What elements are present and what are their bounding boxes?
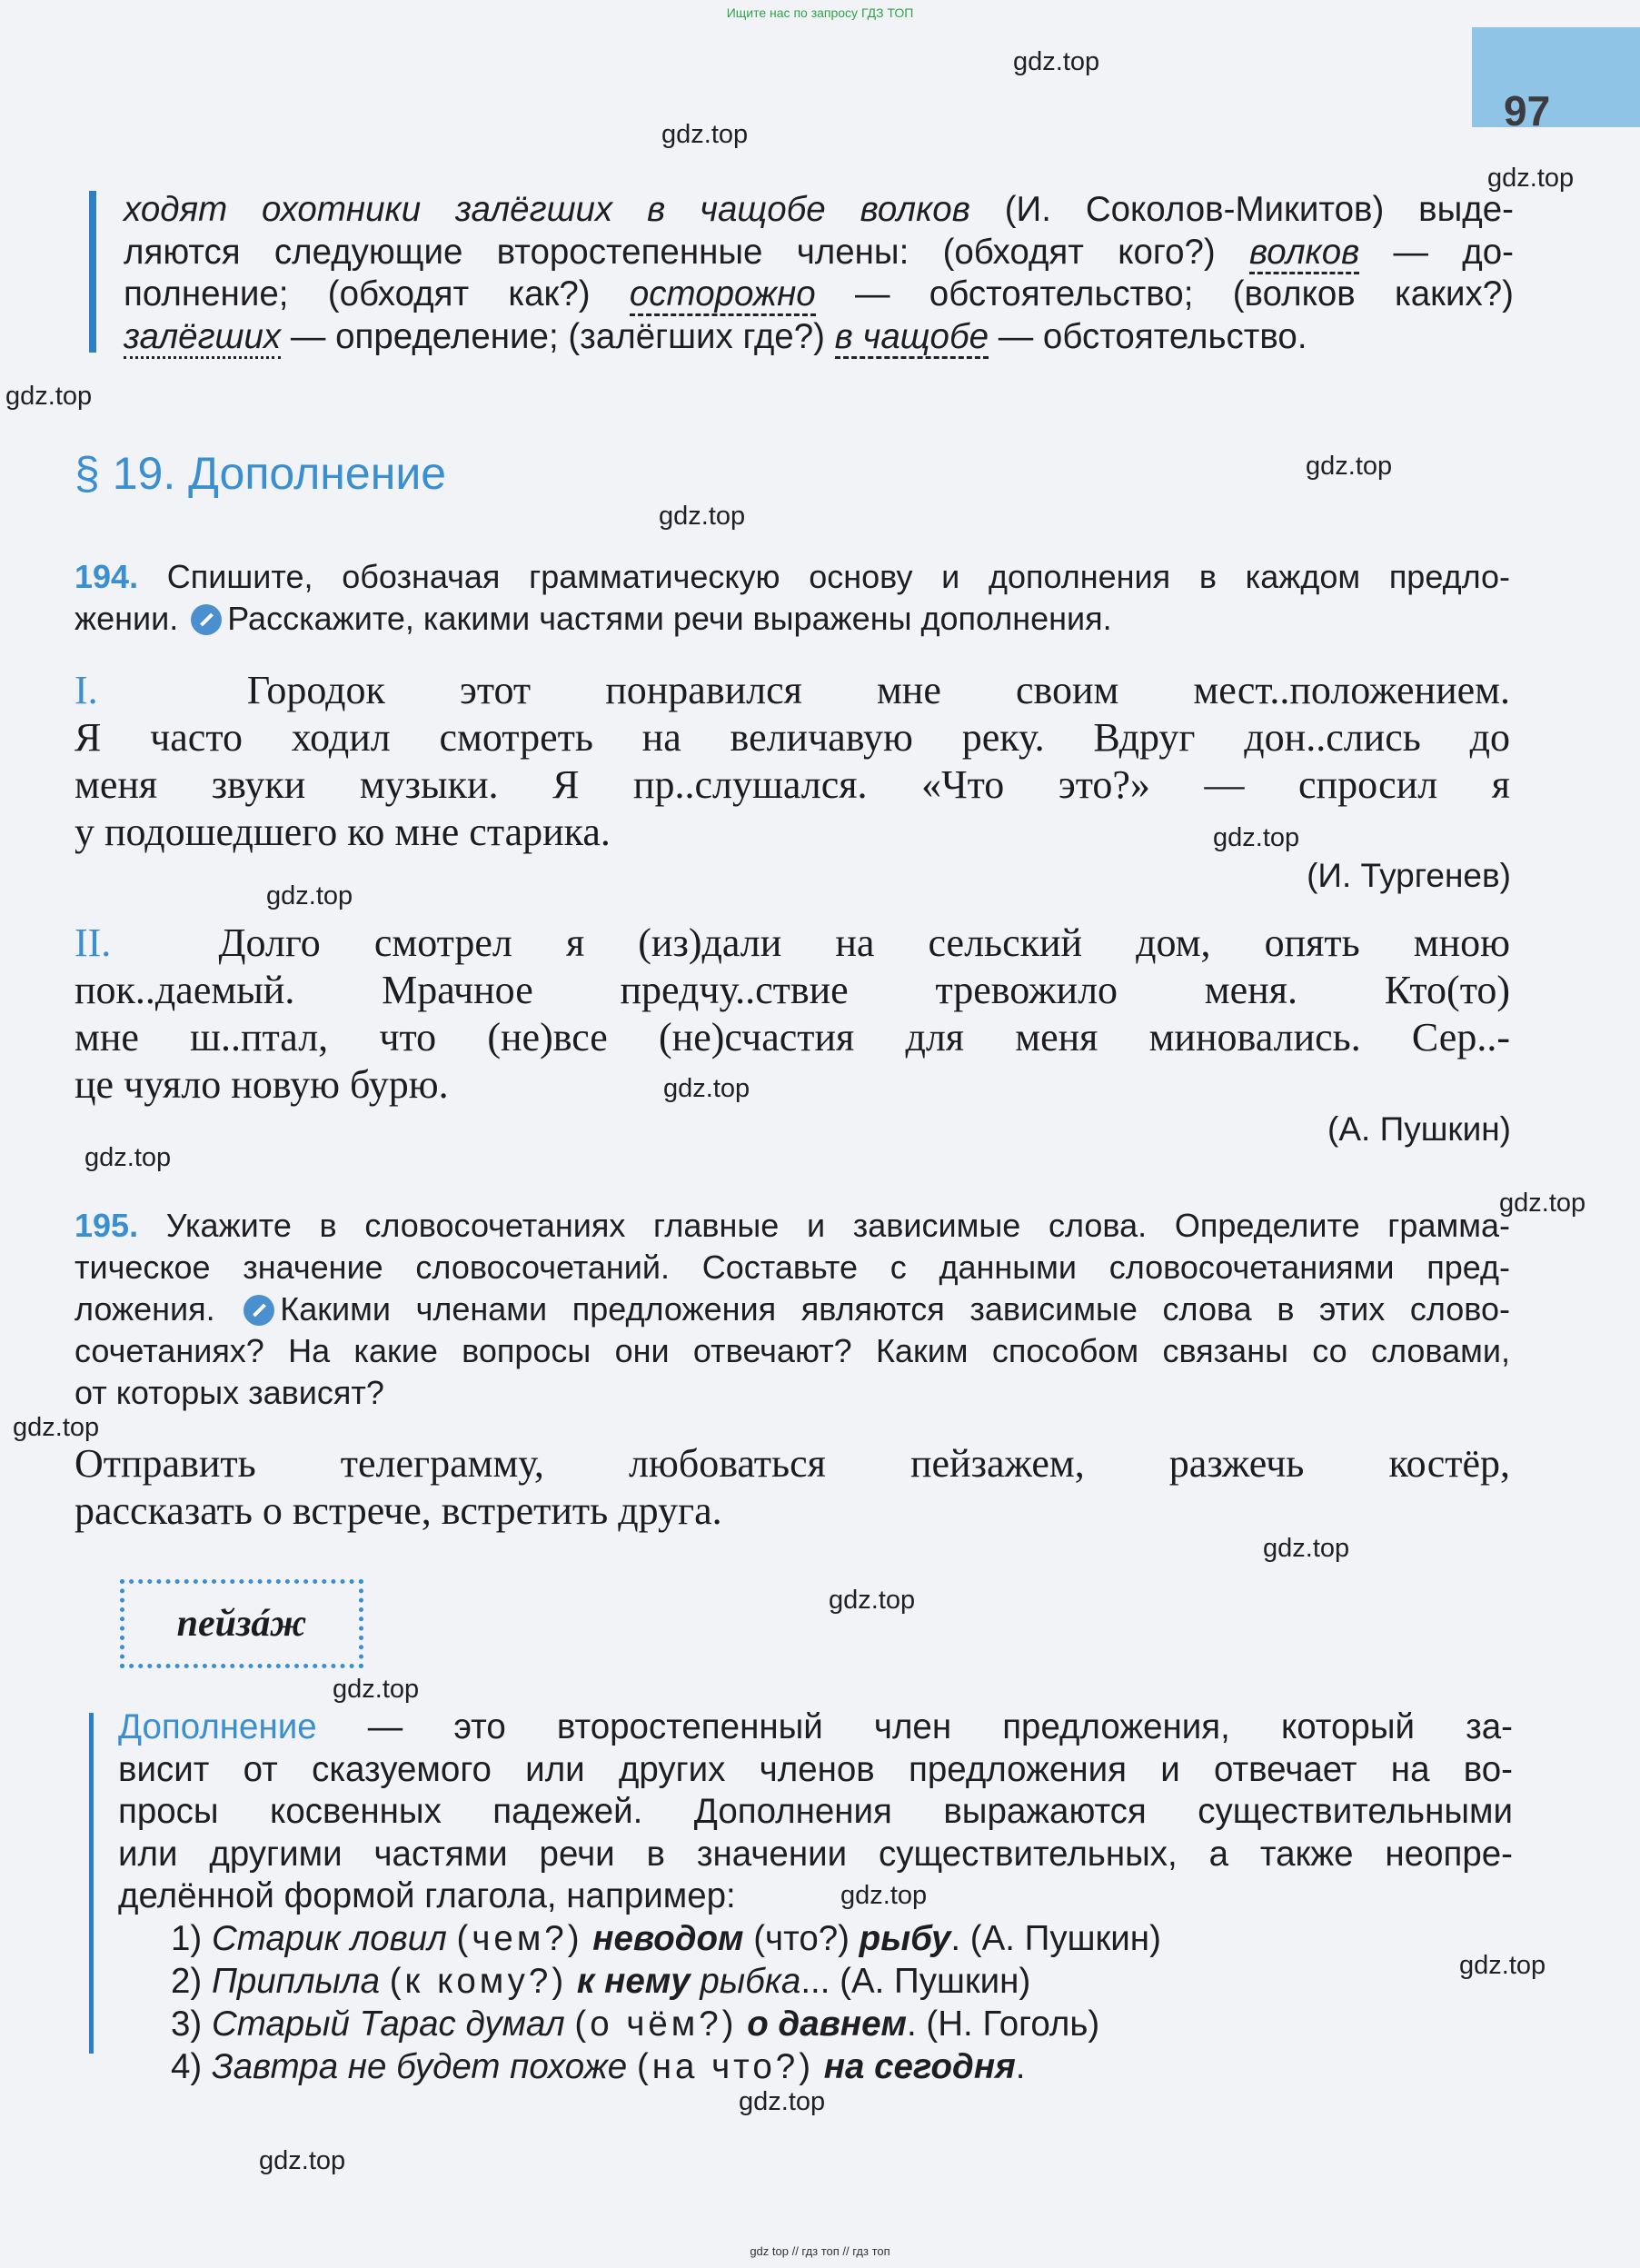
vocabulary-word: пейзáж <box>176 1603 307 1645</box>
example-source: . <box>1015 2047 1026 2086</box>
example-question: (к кому?) <box>389 1962 568 2001</box>
rule-text: — это второстепенный член предложения, который за- <box>316 1707 1513 1746</box>
roman-numeral: I. <box>75 668 98 712</box>
example-source: ... (А. Пушкин) <box>800 1962 1031 2001</box>
text-line: Городок этот понравился мне своим мест..положением. <box>246 668 1510 712</box>
rule-text: или другими частями речи в значении существительных, а также неопре- <box>118 1834 1513 1874</box>
watermark: gdz.top <box>659 502 746 531</box>
rule-text: делённой формой глагола, например: <box>118 1876 736 1915</box>
watermark: gdz.top <box>739 2087 826 2116</box>
example-question: (чем?) <box>456 1919 583 1958</box>
watermark: gdz.top <box>661 120 749 149</box>
watermark: gdz.top <box>259 2146 346 2175</box>
watermark: gdz.top <box>266 881 353 910</box>
example-number: 3) <box>171 2004 203 2044</box>
text-line: мне ш..птал, что (не)все (не)счастия для меня миновались. Сер..- <box>75 1015 1510 1059</box>
watermark: gdz.top <box>5 382 93 411</box>
watermark: gdz.top <box>829 1586 916 1615</box>
rule-term: Дополнение <box>118 1707 317 1746</box>
task-text: Какими членами предложения являются зависимые слова в этих слово- <box>280 1290 1510 1328</box>
watermark: gdz.top <box>1013 47 1100 76</box>
text-line: рассказать о встрече, встретить друга. <box>75 1488 722 1533</box>
rule-text: — обстоятельство; (волков каких?) <box>815 274 1514 313</box>
example-source: . (Н. Гоголь) <box>907 2004 1100 2044</box>
highlighted-word: в чащобе <box>835 317 989 359</box>
example-question: (о чём?) <box>574 2004 738 2044</box>
top-search-note: Ищите нас по запросу ГДЗ ТОП <box>726 5 914 20</box>
rule-text: полнение; (обходят как?) <box>124 274 630 313</box>
vocabulary-word-box <box>120 1579 363 1668</box>
text-line: Я часто ходил смотреть на величавую реку. Вдруг дон..слись до <box>75 715 1510 760</box>
rule-margin-bar <box>89 1713 94 2054</box>
page-number: 97 <box>1504 87 1551 134</box>
text-line: пок..даемый. Мрачное предчу..ствие тревожило меня. Кто(то) <box>75 968 1510 1012</box>
section-title: § 19. Дополнение <box>75 448 447 499</box>
example-text: рыбка <box>700 1962 801 2001</box>
example-text: Старик ловил <box>211 1919 447 1958</box>
watermark: gdz.top <box>1459 1951 1546 1980</box>
task-text: ложения. <box>75 1290 215 1328</box>
text-line: меня звуки музыки. Я пр..слушался. «Что это?» — спросил я <box>75 762 1510 807</box>
pencil-icon <box>191 604 222 635</box>
watermark: gdz.top <box>840 1881 928 1910</box>
example-text: Завтра не будет похоже <box>211 2047 628 2086</box>
phrases-text <box>75 1440 1510 1535</box>
task-text: жении. <box>75 600 179 637</box>
task-195 <box>75 1205 1510 1414</box>
example-source: . (А. Пушкин) <box>950 1919 1161 1958</box>
example-object: к нему <box>576 1962 691 2001</box>
rule-text: (И. Соколов-Микитов) выде- <box>969 190 1514 229</box>
task-text: Расскажите, какими частями речи выражены дополнения. <box>227 600 1112 637</box>
example-1 <box>171 1918 1161 1961</box>
watermark: gdz.top <box>1499 1189 1586 1218</box>
watermark: gdz.top <box>1487 164 1575 193</box>
page-corner-tab <box>1472 27 1640 127</box>
highlighted-word: ходят охотники залёгших в чащобе волков <box>124 190 970 229</box>
example-object: на сегодня <box>823 2047 1016 2086</box>
watermark: gdz.top <box>333 1675 420 1704</box>
text-line: це чуяло новую бурю. <box>75 1062 449 1107</box>
definition-rule <box>118 1706 1513 1918</box>
watermark: gdz.top <box>13 1413 100 1442</box>
intro-rule-text <box>124 189 1514 358</box>
watermark: gdz.top <box>1263 1534 1350 1563</box>
task-text: Спишите, обозначая грамматическую основу и дополнения в каждом предло- <box>166 558 1510 595</box>
highlighted-word: волков <box>1249 233 1359 274</box>
watermark: gdz.top <box>84 1143 172 1172</box>
rule-line <box>124 189 1514 232</box>
task-194 <box>75 556 1510 640</box>
example-number: 2) <box>171 1962 203 2001</box>
example-number: 1) <box>171 1919 203 1958</box>
rule-text: висит от сказуемого или других членов предложения и отвечает на во- <box>118 1749 1513 1789</box>
example-object: рыбу <box>859 1919 951 1958</box>
example-question: (что?) <box>753 1919 850 1958</box>
example-text: Старый Тарас думал <box>211 2004 565 2044</box>
highlighted-word: осторожно <box>630 274 816 316</box>
task-number: 194. <box>75 558 139 595</box>
rule-line <box>124 232 1514 274</box>
text-line: Отправить телеграмму, любоваться пейзажем, разжечь костёр, <box>75 1441 1510 1486</box>
example-3 <box>171 2004 1099 2046</box>
highlighted-word: залёгших <box>124 317 281 359</box>
watermark: gdz.top <box>1213 823 1300 852</box>
rule-text: ляются следующие второстепенные члены: (обходят кого?) <box>124 232 1250 272</box>
author-attribution: (И. Тургенев) <box>1307 857 1511 894</box>
text-line: у подошедшего ко мне старика. <box>75 810 611 854</box>
task-text: Укажите в словосочетаниях главные и зависимые слова. Определите грамма- <box>165 1207 1510 1244</box>
pencil-icon <box>244 1295 274 1326</box>
rule-line <box>124 316 1514 359</box>
example-4 <box>171 2046 1025 2089</box>
task-text: от которых зависят? <box>75 1374 384 1411</box>
rule-margin-bar <box>89 191 96 353</box>
author-attribution: (А. Пушкин) <box>1327 1110 1511 1148</box>
bottom-note: gdz top // гдз топ // гдз топ <box>750 2244 890 2258</box>
rule-text: просы косвенных падежей. Дополнения выражаются существительными <box>118 1792 1513 1831</box>
task-number: 195. <box>75 1207 139 1244</box>
text-line: Долго смотрел я (из)дали на сельский дом, опять мною <box>218 920 1511 965</box>
watermark: gdz.top <box>663 1074 750 1103</box>
watermark: gdz.top <box>1306 452 1393 481</box>
rule-text: — до- <box>1359 232 1514 272</box>
example-object: неводом <box>592 1919 744 1958</box>
example-question: (на что?) <box>636 2047 815 2086</box>
task-text: тическое значение словосочетаний. Составьте с данными словосочетаниями пред- <box>75 1248 1510 1286</box>
exercise-text-2 <box>75 920 1510 1109</box>
example-2 <box>171 1961 1030 2004</box>
rule-text: — обстоятельство. <box>989 316 1307 356</box>
example-text: Приплыла <box>211 1962 381 2001</box>
example-number: 4) <box>171 2047 203 2086</box>
rule-line <box>124 274 1514 316</box>
roman-numeral: II. <box>75 920 112 965</box>
task-text: сочетаниях? На какие вопросы они отвечают? Каким способом связаны со словами, <box>75 1332 1510 1369</box>
rule-text: — определение; (залёгших где?) <box>281 316 835 356</box>
example-object: о давнем <box>747 2004 908 2044</box>
exercise-text-1 <box>75 667 1510 856</box>
